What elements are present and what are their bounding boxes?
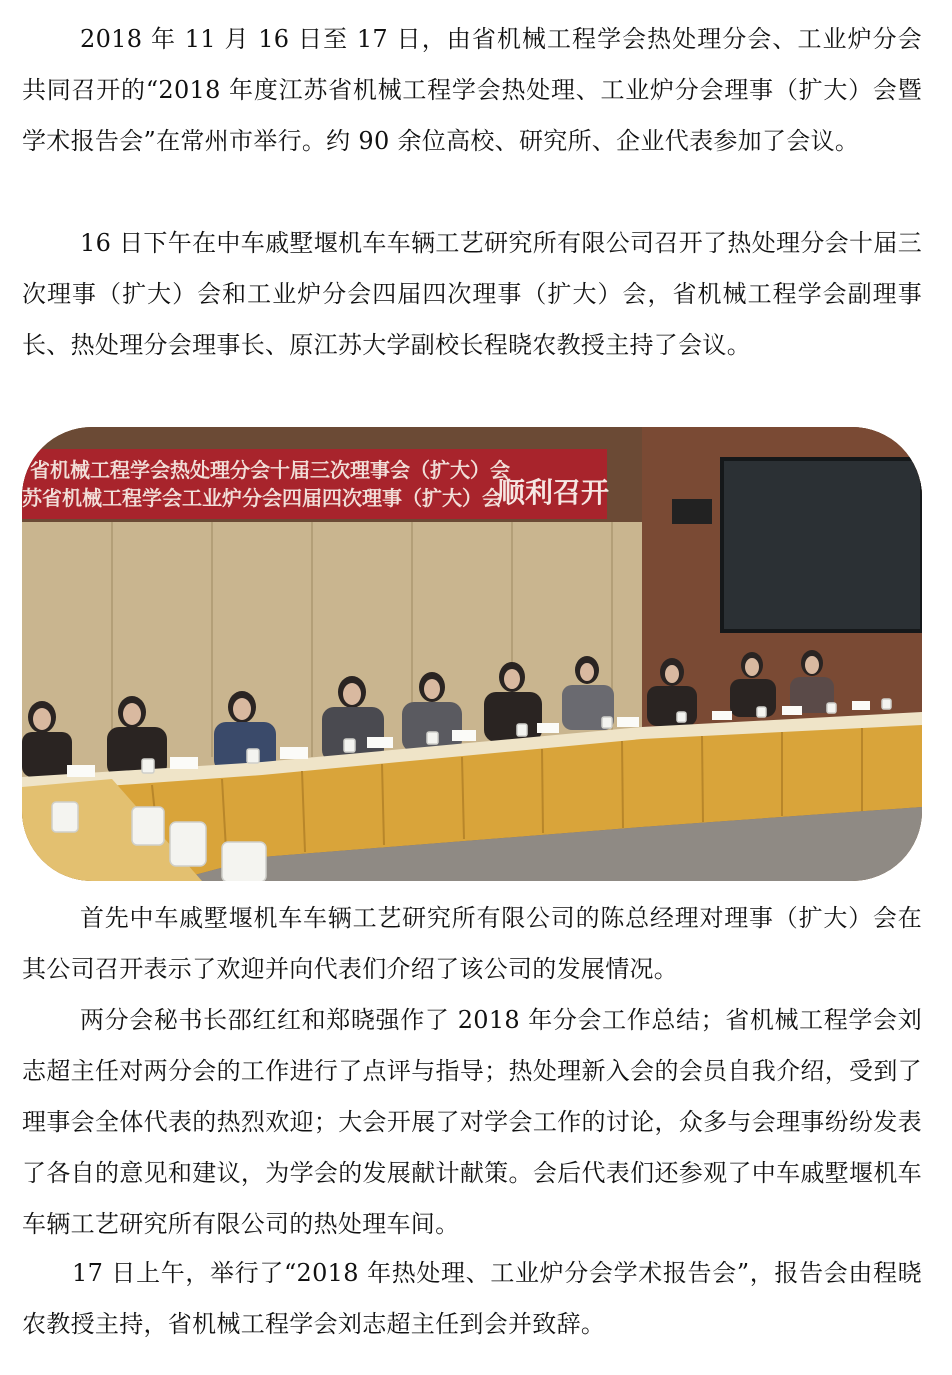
banner-line-2: 苏省机械工程学会工业炉分会四届四次理事（扩大）会	[22, 486, 502, 510]
banner-right: 顺利召开	[497, 476, 610, 509]
meeting-photo	[22, 427, 922, 881]
paragraph-intro: 2018 年 11 月 16 日至 17 日，由省机械工程学会热处理分会、工业炉分会共同召开的“2018 年度江苏省机械工程学会热处理、工业炉分会理事（扩大）会暨学术报告会”在常州市举行。约 90 余位高校、研究所、企业代表参加了会议。	[22, 25, 922, 155]
paragraph-academic-report: 17 日上午，举行了“2018 年热处理、工业炉分会学术报告会”，报告会由程晓农教授主持，省机械工程学会刘志超主任到会并致辞。	[22, 1259, 922, 1338]
meeting-photo-illustration	[22, 427, 922, 881]
banner-line-1: 省机械工程学会热处理分会十届三次理事会（扩大）会	[30, 458, 510, 482]
paragraph-welcome: 首先中车戚墅堰机车车辆工艺研究所有限公司的陈总经理对理事（扩大）会在其公司召开表示了欢迎并向代表们介绍了该公司的发展情况。	[22, 904, 922, 983]
paragraph-work-summary: 两分会秘书长邵红红和郑晓强作了 2018 年分会工作总结；省机械工程学会刘志超主任对两分会的工作进行了点评与指导；热处理新入会的会员自我介绍，受到了理事会全体代表的热烈欢迎；大会开展了对学会工作的讨论，众多与会理事纷纷发表了各自的意见和建议，为学会的发展献计献策。会后代表们还参观了中车戚墅堰机车车辆工艺研究所有限公司的热处理车间。	[22, 1006, 922, 1238]
paragraph-council-meeting: 16 日下午在中车戚墅堰机车车辆工艺研究所有限公司召开了热处理分会十届三次理事（扩大）会和工业炉分会四届四次理事（扩大）会，省机械工程学会副理事长、热处理分会理事长、原江苏大学副校长程晓农教授主持了会议。	[22, 229, 922, 359]
